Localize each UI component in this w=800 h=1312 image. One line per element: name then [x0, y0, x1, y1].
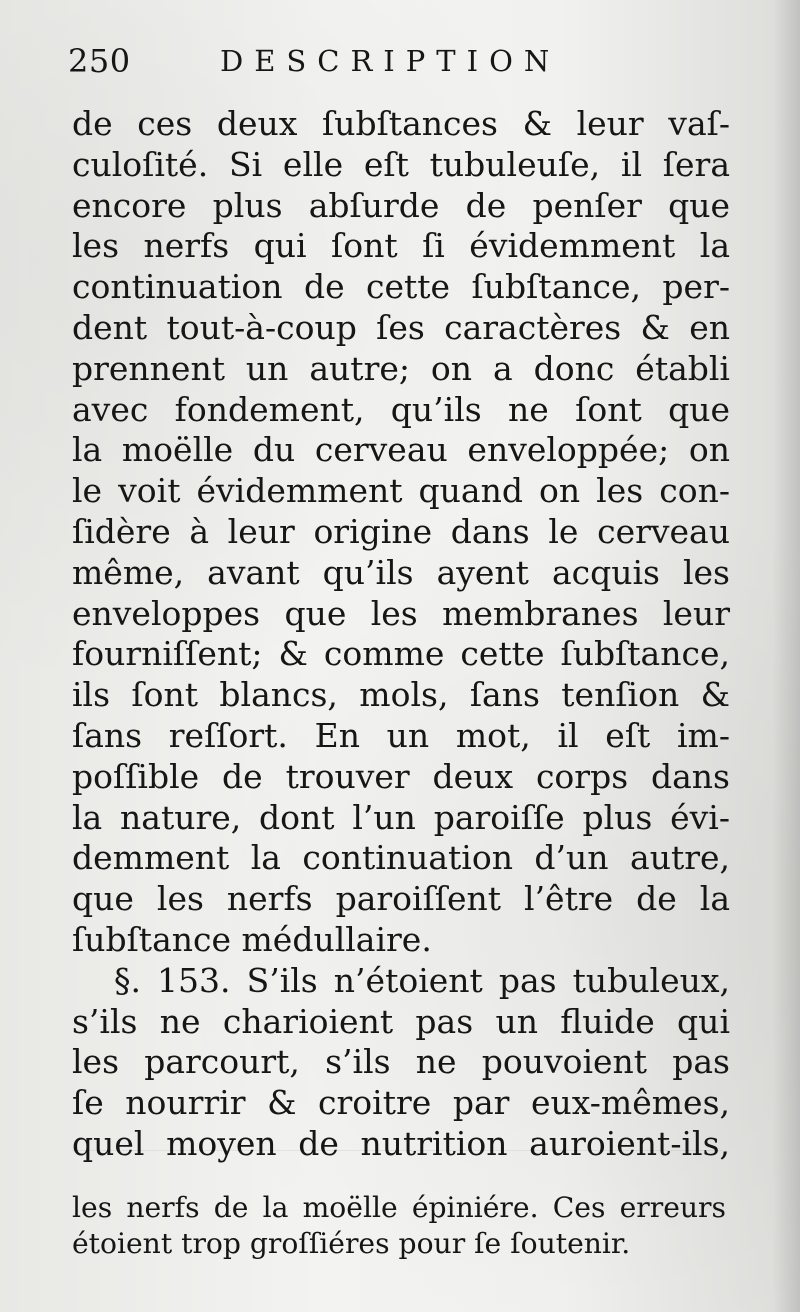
- section-start-line: §. 153. S’ils n’étoient pas tubuleux,: [114, 960, 730, 1000]
- main-text-block: [72, 104, 730, 1165]
- text-line: prennent un autre; on a donc établi: [72, 348, 730, 388]
- text-line: s’ils ne charioient pas un fluide qui: [72, 1001, 730, 1041]
- text-line: la nature, dont l’un paroiſſe plus évi-: [72, 797, 730, 837]
- text-line: continuation de cette ſubſtance, per-: [72, 267, 730, 307]
- page-edge-shadow: [772, 0, 800, 1312]
- text-line: ſans reſſort. En un mot, il eſt im-: [72, 715, 730, 755]
- text-line: la moëlle du cerveau enveloppée; on: [72, 430, 730, 470]
- text-line: de ces deux ſubſtances & leur vaſ-: [72, 104, 730, 143]
- text-line: les nerfs qui ſont ſi évidemment la: [72, 226, 730, 266]
- text-line: les parcourt, s’ils ne pouvoient pas: [72, 1042, 730, 1082]
- text-line: fourniſſent; & comme cette ſubſtance,: [72, 634, 730, 674]
- page-number: 250: [68, 42, 131, 80]
- running-title: DESCRIPTION: [220, 44, 561, 78]
- text-line: dent tout-à-coup ſes caractères & en: [72, 307, 730, 347]
- footnote-line: les nerfs de la moëlle épiniére. Ces erreurs: [72, 1191, 726, 1224]
- text-line: quel moyen de nutrition auroient-ils,: [72, 1123, 730, 1163]
- text-line: ſe nourrir & croitre par eux-mêmes,: [72, 1083, 730, 1123]
- footnote-block: [72, 1190, 726, 1262]
- text-line: encore plus abſurde de penſer que: [72, 185, 730, 225]
- text-line: demment la continuation d’un autre,: [72, 838, 730, 878]
- text-line: ils ſont blancs, mols, ſans tenſion &: [72, 675, 730, 715]
- text-line: enveloppes que les membranes leur: [72, 593, 730, 633]
- text-line: avec fondement, qu’ils ne ſont que: [72, 389, 730, 429]
- text-line: même, avant qu’ils ayent acquis les: [72, 552, 730, 592]
- text-line: poſſible de trouver deux corps dans: [72, 756, 730, 796]
- footnote-line: étoient trop groſſiéres pour ſe ſoutenir.: [72, 1227, 631, 1260]
- text-line: que les nerfs paroiſſent l’être de la: [72, 879, 730, 919]
- text-line: culoſité. Si elle eſt tubuleuſe, il ſera: [72, 144, 730, 184]
- text-line: ſidère à leur origine dans le cerveau: [72, 511, 730, 551]
- footnote-separator: [72, 1150, 722, 1151]
- page-header: [68, 38, 728, 84]
- text-line: ſubſtance médullaire.: [72, 919, 432, 959]
- text-line: le voit évidemment quand on les con-: [72, 471, 730, 511]
